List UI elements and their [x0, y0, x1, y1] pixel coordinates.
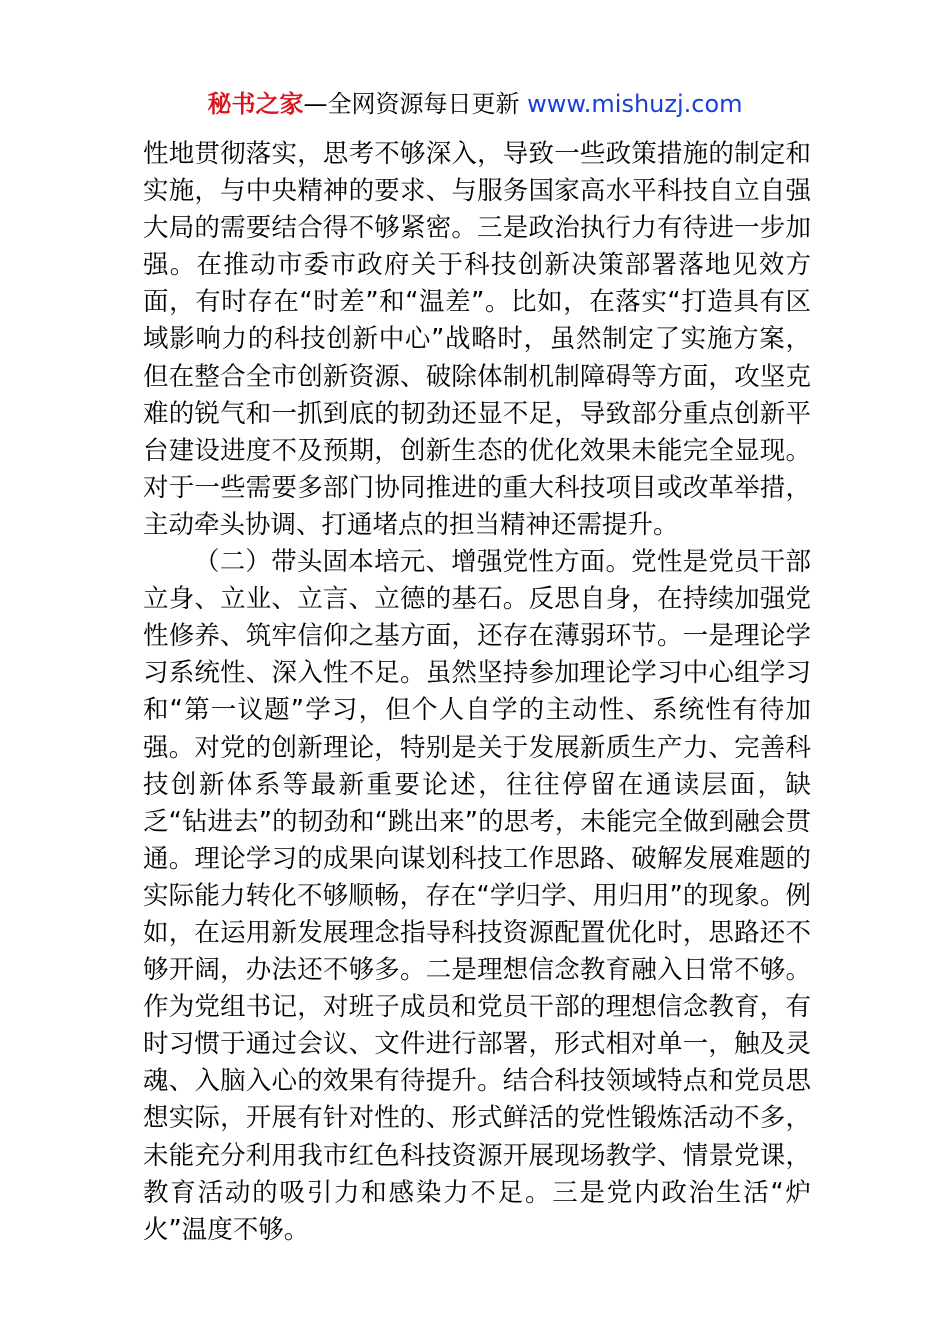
body-paragraph: 性地贯彻落实，思考不够深入，导致一些政策措施的制定和实施，与中央精神的要求、与服务国家高水平科技自立自强大局的需要结合得不够紧密。三是政治执行力有待进一步加强。在推动市委市政府关于科技创新决策部署落地见效方面，有时存在“时差”和“温差”。比如，在落实“打造具有区域影响力的科技创新中心”战略时，虽然制定了实施方案，但在整合全市创新资源、破除体制机制障碍等方面，攻坚克难的锐气和一抓到底的韧劲还显不足，导致部分重点创新平台建设进度不及预期，创新生态的优化效果未能完全显现。对于一些需要多部门协同推进的重大科技项目或改革举措，主动牵头协调、打通堵点的担当精神还需提升。: [143, 139, 811, 540]
header-tagline: —全网资源每日更新: [303, 90, 520, 118]
site-url-link[interactable]: www.mishuzj.com: [527, 90, 743, 118]
body-paragraph: （二）带头固本培元、增强党性方面。党性是党员干部立身、立业、立言、立德的基石。反思自身，在持续加强党性修养、筑牢信仰之基方面，还存在薄弱环节。一是理论学习系统性、深入性不足。虽然坚持参加理论学习中心组学习和“第一议题”学习，但个人自学的主动性、系统性有待加强。对党的创新理论，特别是关于发展新质生产力、完善科技创新体系等最新重要论述，往往停留在通读层面，缺乏“钻进去”的韧劲和“跳出来”的思考，未能完全做到融会贯通。理论学习的成果向谋划科技工作思路、破解发展难题的实际能力转化不够顺畅，存在“学归学、用归用”的现象。例如，在运用新发展理念指导科技资源配置优化时，思路还不够开阔，办法还不够多。二是理想信念教育融入日常不够。作为党组书记，对班子成员和党员干部的理想信念教育，有时习惯于通过会议、文件进行部署，形式相对单一，触及灵魂、入脑入心的效果有待提升。结合科技领域特点和党员思想实际，开展有针对性的、形式鲜活的党性锻炼活动不多，未能充分利用我市红色科技资源开展现场教学、情景党课，教育活动的吸引力和感染力不足。三是党内政治生活“炉火”温度不够。: [143, 547, 811, 1245]
document-body: [143, 136, 811, 1249]
page-header: [0, 84, 950, 124]
brand-name: 秘书之家: [207, 90, 304, 118]
